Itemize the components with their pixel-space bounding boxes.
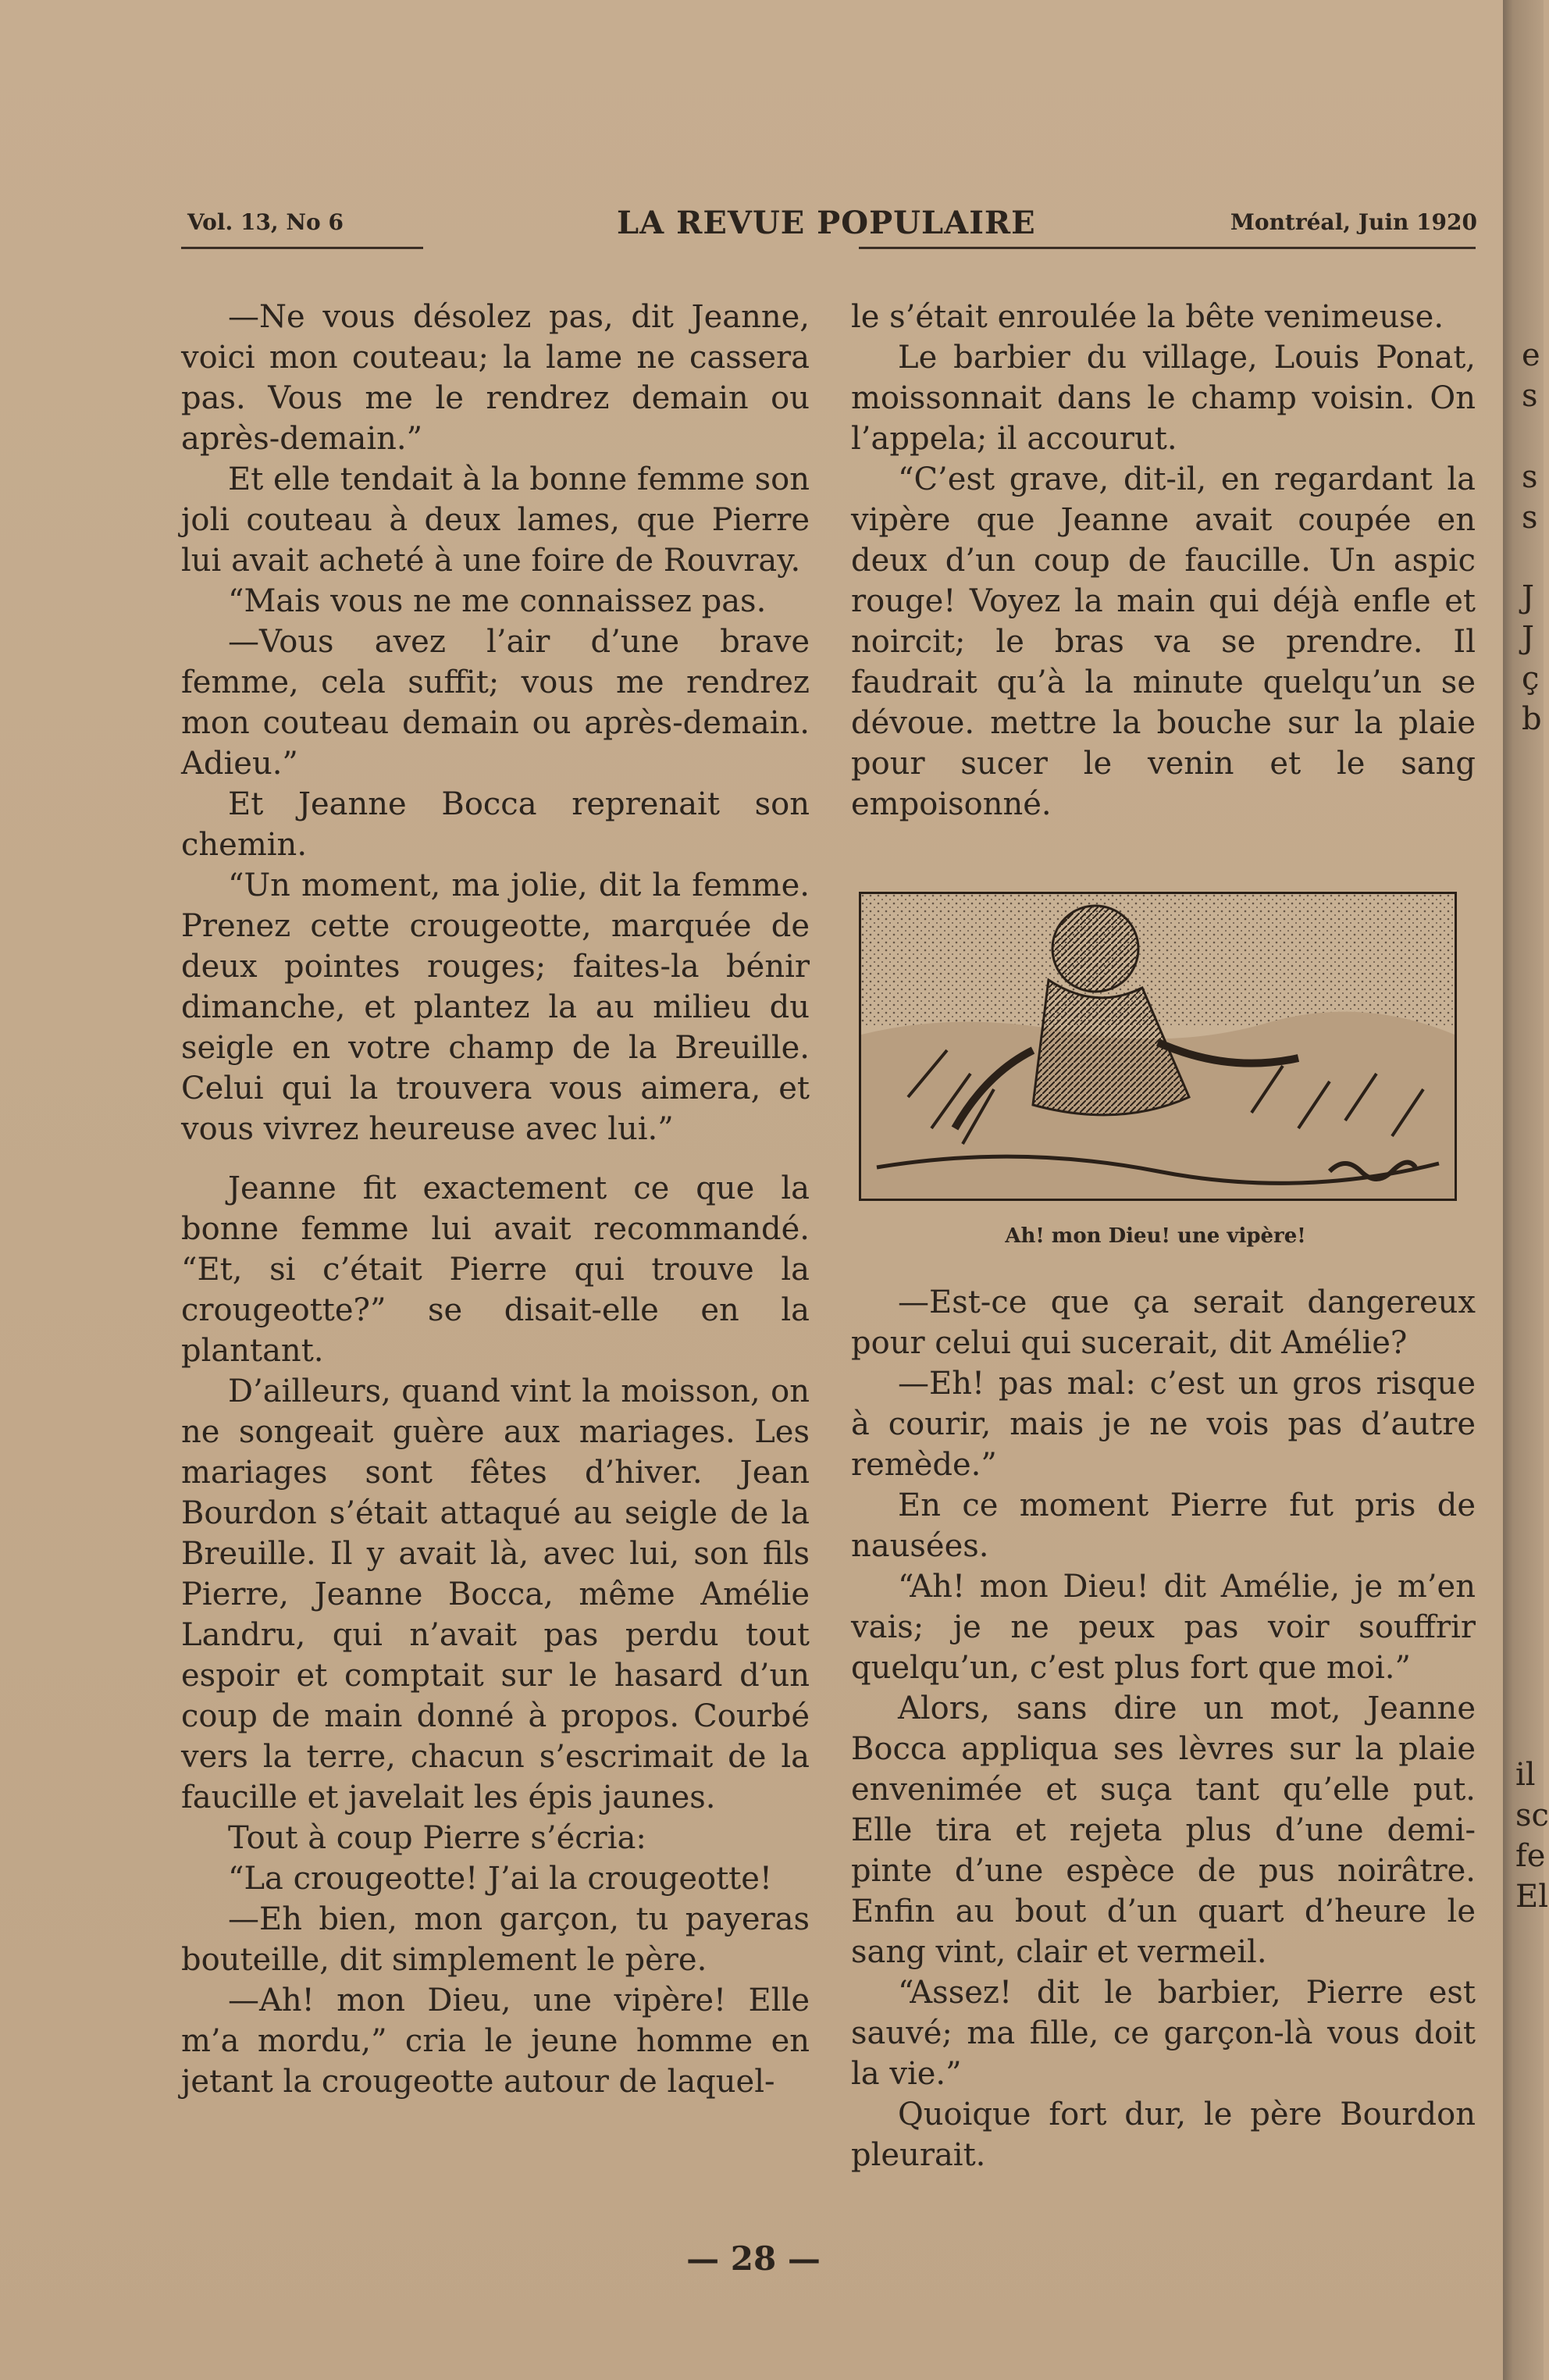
- edge-fragment: s: [1522, 459, 1538, 495]
- edge-fragment: e: [1522, 337, 1540, 373]
- paragraph: —Vous avez l’air d’une brave femme, cela suffit; vous me rendrez mon couteau demain ou après-demain. Adieu.”: [181, 624, 810, 782]
- vipere-illustration: [859, 892, 1457, 1201]
- paragraph: “Un moment, ma jolie, dit la femme. Prenez cette crougeotte, marquée de deux pointes rouges; faites-la bénir dimanche, et plantez la au milieu du seigle en votre champ de la Breuille. Celui qui la trouvera vous aimera, et vous vivrez heureuse avec lui.”: [181, 868, 810, 1147]
- edge-fragment: fe: [1515, 1838, 1546, 1874]
- text-column-right-top: [851, 297, 1476, 825]
- paragraph: le s’était enroulée la bête venimeuse.: [851, 299, 1444, 335]
- edge-fragment: ç: [1522, 661, 1540, 697]
- page-header: [181, 205, 1477, 251]
- edge-fragment: J: [1522, 620, 1535, 656]
- edge-fragment: s: [1522, 378, 1538, 414]
- edge-fragment: il: [1515, 1757, 1536, 1793]
- paragraph: “La crougeotte! J’ai la crougeotte!: [228, 1861, 772, 1897]
- paragraph: “Ah! mon Dieu! dit Amélie, je m’en vais; je ne peux pas voir souffrir quelqu’un, c’est plus fort que moi.”: [851, 1569, 1476, 1686]
- figure-caption: Ah! mon Dieu! une vipère!: [1005, 1224, 1306, 1248]
- edge-fragment: El: [1515, 1879, 1548, 1915]
- paragraph: —Est-ce que ça serait dangereux pour celui qui sucerait, dit Amélie?: [851, 1284, 1476, 1361]
- paragraph: “Assez! dit le barbier, Pierre est sauvé; ma fille, ce garçon-là vous doit la vie.”: [851, 1975, 1476, 2092]
- paragraph: Le barbier du village, Louis Ponat, moissonnait dans le champ voisin. On l’appela; il accourut.: [851, 340, 1476, 457]
- magazine-title: LA REVUE POPULAIRE: [617, 205, 1036, 241]
- edge-fragment: s: [1522, 500, 1538, 536]
- edge-fragment: J: [1522, 579, 1535, 615]
- paragraph: —Ne vous désolez pas, dit Jeanne, voici mon couteau; la lame ne cassera pas. Vous me le rendrez demain ou après-demain.”: [181, 299, 810, 457]
- issue-date: Montréal, Juin 1920: [1230, 209, 1477, 235]
- header-rule-left: [181, 247, 423, 249]
- paragraph: En ce moment Pierre fut pris de nausées.: [851, 1488, 1476, 1564]
- text-column-left: [181, 297, 810, 2102]
- paragraph: Et Jeanne Bocca reprenait son chemin.: [181, 786, 810, 863]
- edge-fragment: b: [1522, 701, 1542, 737]
- header-rule-right: [859, 247, 1476, 249]
- paragraph: “C’est grave, dit-il, en regardant la vipère que Jeanne avait coupée en deux d’un coup de faucille. Un aspic rouge! Voyez la main qui déjà enfle et noircit; le bras va se prendre. Il faudrait qu’à la minute quelqu’un se dévoue. mettre la bouche sur la plaie pour sucer le venin et le sang empoisonné.: [851, 461, 1476, 822]
- page-number: — 28 —: [686, 2239, 821, 2278]
- next-page-edge: [1503, 0, 1549, 2380]
- text-column-right-bottom: [851, 1282, 1476, 2175]
- paragraph: Tout à coup Pierre s’écria:: [228, 1820, 646, 1856]
- paragraph: D’ailleurs, quand vint la moisson, on ne songeait guère aux mariages. Les mariages sont fêtes d’hiver. Jean Bourdon s’était attaqué au seigle de la Breuille. Il y avait là, avec lui, son fils Pierre, Jeanne Bocca, même Amélie Landru, qui n’avait pas perdu tout espoir et comptait sur le hasard d’un coup de main donné à propos. Courbé vers la terre, chacun s’escrimait de la faucille et javelait les épis jaunes.: [181, 1373, 810, 1815]
- paragraph: —Eh bien, mon garçon, tu payeras bouteille, dit simplement le père.: [181, 1901, 810, 1978]
- paragraph: Alors, sans dire un mot, Jeanne Bocca appliqua ses lèvres sur la plaie envenimée et suça tant qu’elle put. Elle tira et rejeta plus d’une demi-pinte d’une espèce de pus noirâtre. Enfin au bout d’un quart d’heure le sang vint, clair et vermeil.: [851, 1691, 1476, 1970]
- edge-fragment: sc: [1515, 1797, 1549, 1833]
- paragraph: Quoique fort dur, le père Bourdon pleurait.: [851, 2097, 1476, 2173]
- paragraph: Et elle tendait à la bonne femme son joli couteau à deux lames, que Pierre lui avait acheté à une foire de Rouvray.: [181, 461, 810, 579]
- paragraph: “Mais vous ne me connaissez pas.: [228, 583, 767, 619]
- illustration-drawing: [861, 894, 1455, 1199]
- paragraph: Jeanne fit exactement ce que la bonne femme lui avait recommandé. “Et, si c’était Pierre qui trouve la crougeotte?” se disait-elle en la plantant.: [181, 1170, 810, 1369]
- volume-number: Vol. 13, No 6: [187, 209, 344, 235]
- paragraph: —Eh! pas mal: c’est un gros risque à courir, mais je ne vois pas d’autre remède.”: [851, 1366, 1476, 1483]
- paragraph: —Ah! mon Dieu, une vipère! Elle m’a mordu,” cria le jeune homme en jetant la crougeotte autour de laquel-: [181, 1983, 810, 2100]
